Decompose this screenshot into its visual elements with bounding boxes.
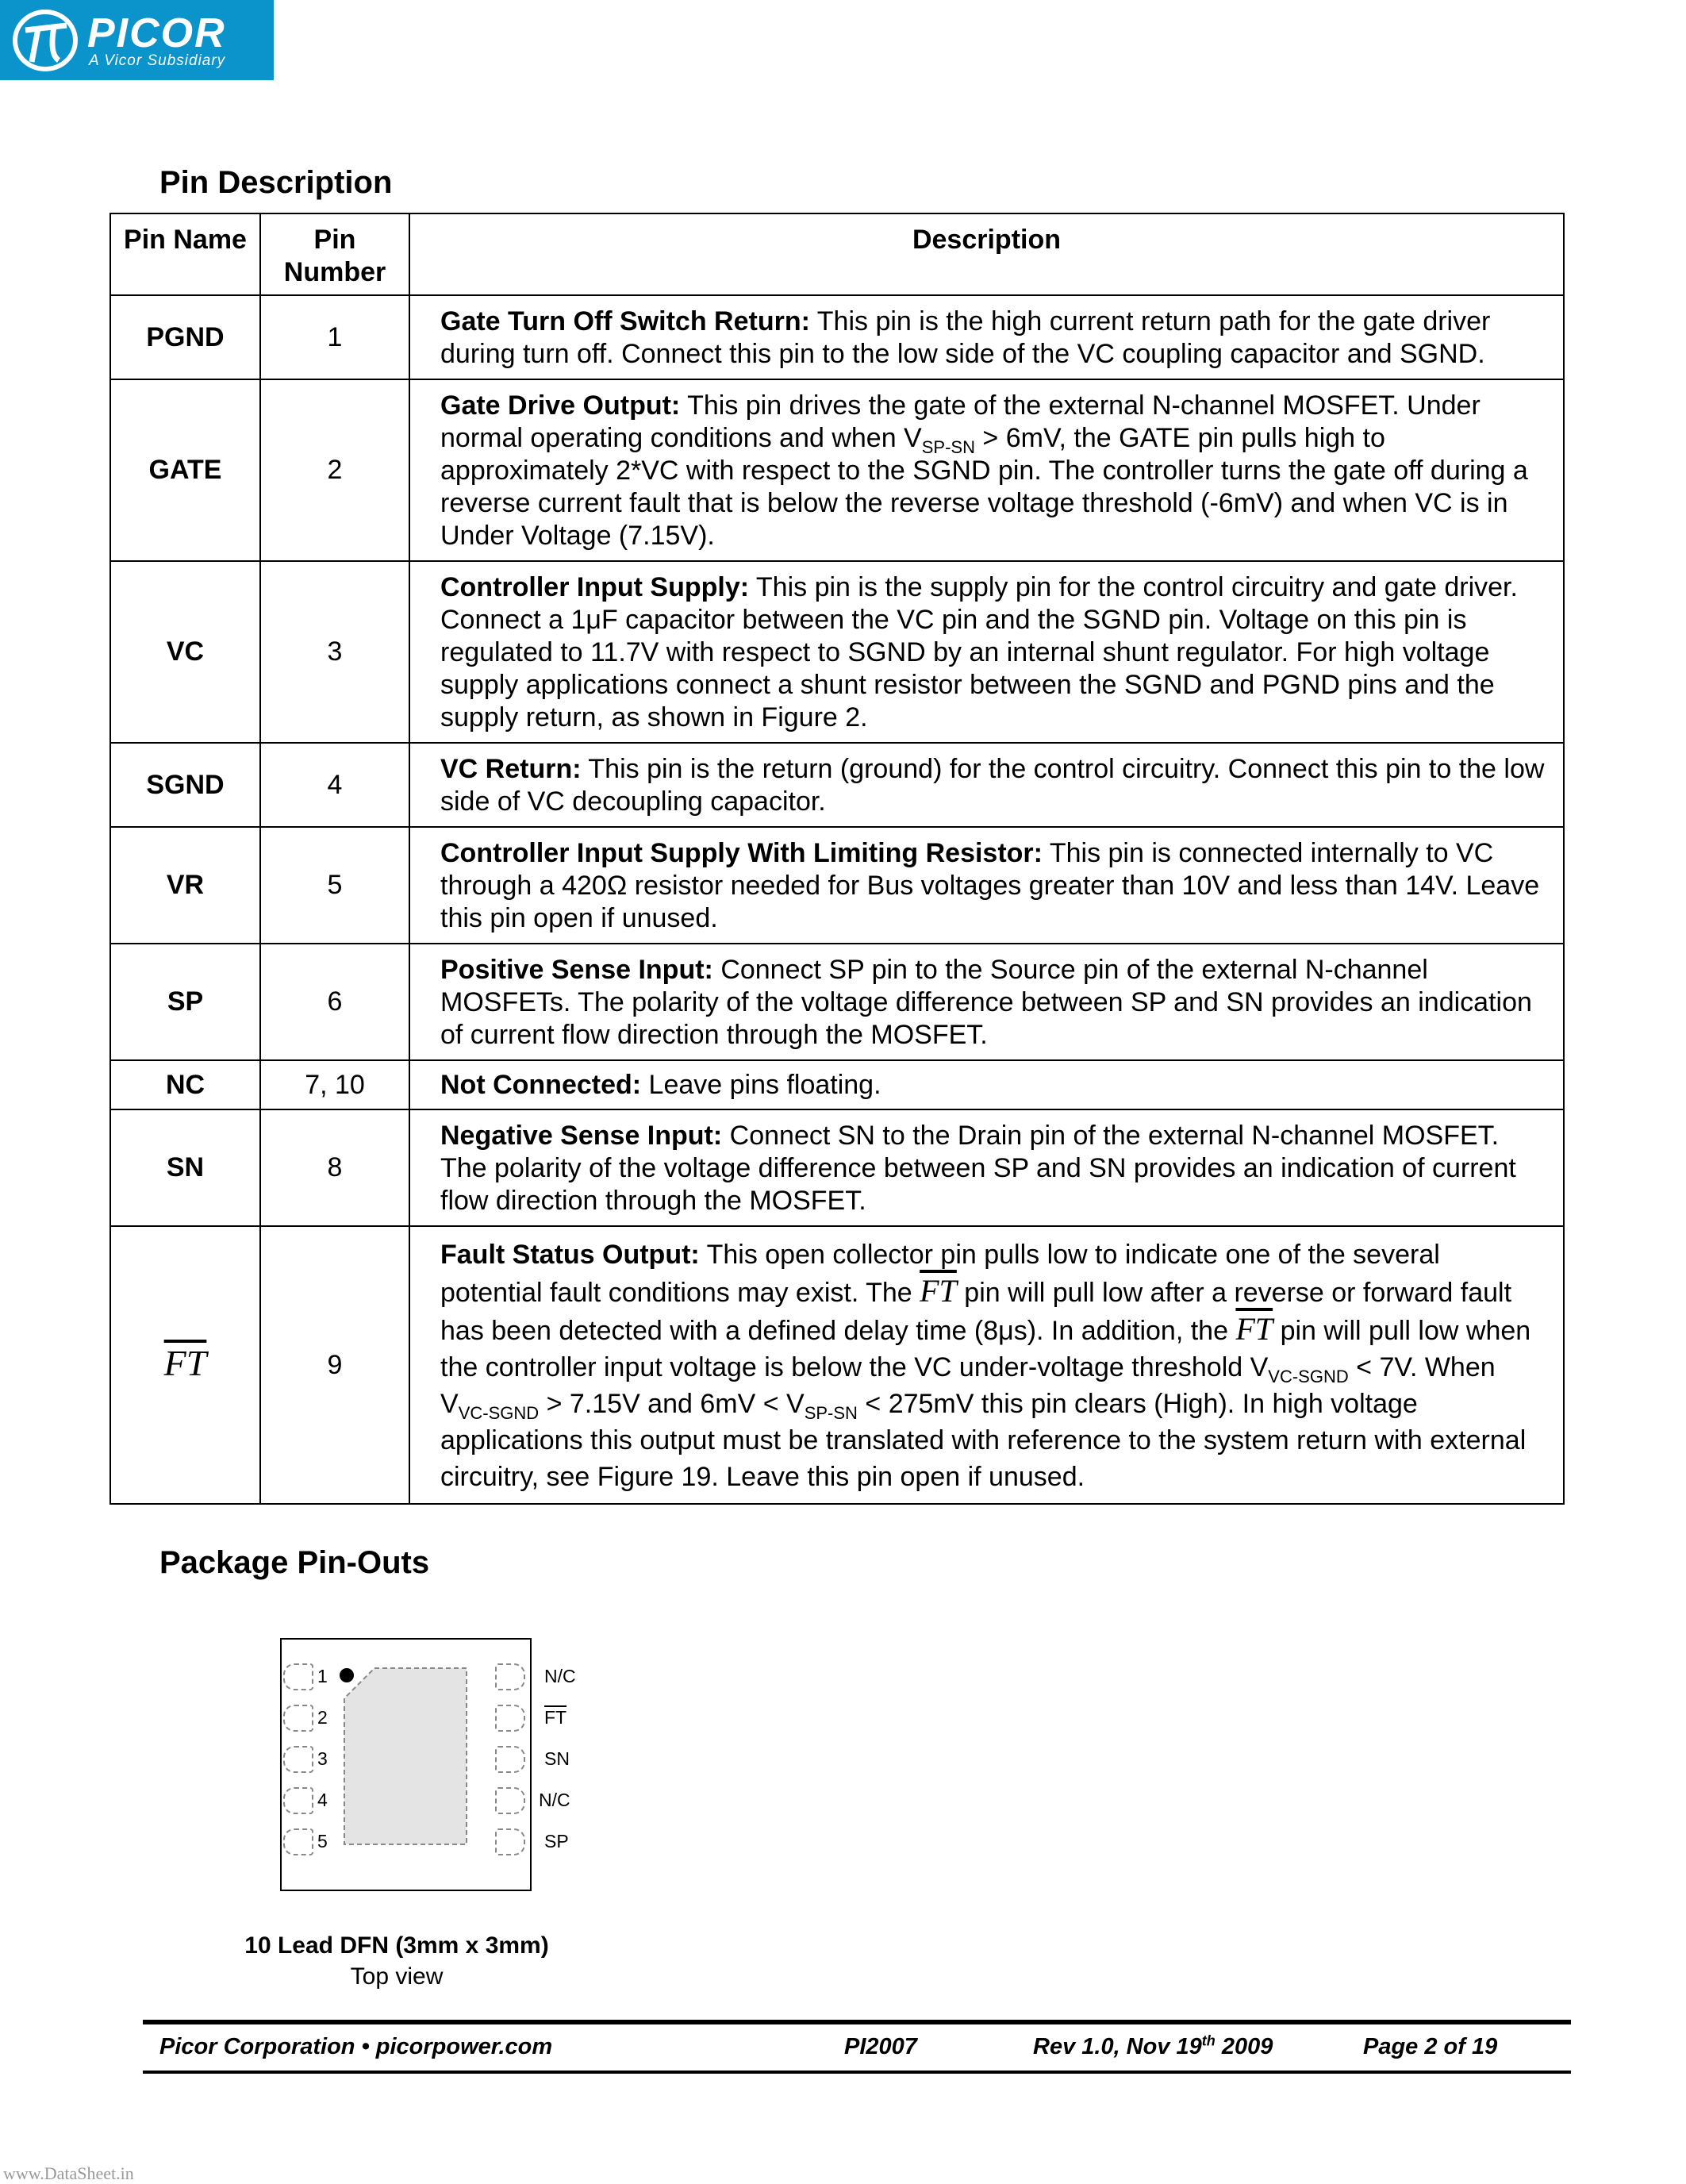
- pin-name: NC: [110, 1060, 260, 1109]
- left-pin-number: 2: [317, 1707, 328, 1728]
- table-row: [110, 1060, 1564, 1109]
- right-pin-label: N/C: [539, 1790, 570, 1810]
- left-pin-number: 3: [317, 1748, 328, 1769]
- right-pin-label: SN: [544, 1748, 570, 1769]
- package-caption: 10 Lead DFN (3mm x 3mm): [244, 1932, 549, 1959]
- logo-tagline: A Vicor Subsidiary: [89, 52, 226, 69]
- pin-description-table: [109, 213, 1565, 1505]
- pad-pin-5: [283, 1828, 313, 1855]
- pad-pin-10: [495, 1663, 525, 1690]
- pin-description-title: Pin Description: [159, 165, 393, 200]
- pin-desc: VC Return: This pin is the return (ground) for the control circuitry. Connect this pin to the low side of VC decoupling capacitor.: [409, 743, 1564, 827]
- pin-desc: Negative Sense Input: Connect SN to the Drain pin of the external N-channel MOSFET. The polarity of the voltage difference between SP and SN provides an indication of current flow direction through the MOSFET.: [409, 1109, 1564, 1226]
- left-pin-number: 1: [317, 1666, 328, 1686]
- pin-desc: Fault Status Output: This open collector pin pulls low to indicate one of the several potential fault conditions may exist. The $\overline{FT}$ pin will pull low after a reverse or forward fault has been detected with a defined delay time (8μs). In addition, the $\overline{FT}$ pin will pull low when the controller input voltage is below the VC under-voltage threshold $V_{VC-SGND} < 7V$. When $V_{VC-SGND} > 7.15V$ and $6mV < V_{SP-SN} < 275mV$ this pin clears (High). In high voltage applications this output must be translated with reference to the system return with external circuitry, see Figure 19. Leave this pin open if unused.: [409, 1226, 1564, 1504]
- right-pin-label: SP: [544, 1831, 569, 1851]
- table-row: [110, 743, 1564, 827]
- pin-desc: Gate Drive Output: This pin drives the gate of the external N-channel MOSFET. Under normal operating conditions and when $V_{SP-SN} > 6mV$, the GATE pin pulls high to approximately 2*VC with respect to the SGND pin. The controller turns the gate off during a reverse current fault that is below the reverse voltage threshold (-6mV) and when VC is in Under Voltage (7.15V).: [409, 379, 1564, 561]
- pin-number: 3: [260, 561, 409, 743]
- table-row: [110, 1109, 1564, 1226]
- pin-desc: Positive Sense Input: Connect SP pin to the Source pin of the external N-channel MOSFETs. The polarity of the voltage difference between SP and SN provides an indication of current flow direction through the MOSFET.: [409, 944, 1564, 1060]
- picor-logo: [0, 0, 274, 80]
- pin-number: 1: [260, 295, 409, 379]
- pin-desc: Controller Input Supply: This pin is the supply pin for the control circuitry and gate driver. Connect a 1μF capacitor between the VC pin and the SGND pin. Voltage on this pin is regulated to 11.7V with respect to SGND by an internal shunt regulator. For high voltage supply applications connect a shunt resistor between the SGND and PGND pins and the supply return, as shown in Figure 2.: [409, 561, 1564, 743]
- footer-company: Picor Corporation • picorpower.com: [159, 2034, 553, 2059]
- pad-pin-1: [283, 1663, 313, 1690]
- footer-page: Page 2 of 19: [1363, 2034, 1498, 2059]
- footer-part: PI2007: [844, 2034, 917, 2059]
- right-pin-label: $\overline{FT}$: [544, 1707, 567, 1728]
- pad-pin-6: [495, 1828, 525, 1855]
- pi-logo-icon: [10, 6, 81, 75]
- package-view: Top view: [350, 1963, 444, 1990]
- footer-bottom-rule: [143, 2071, 1571, 2074]
- left-pin-number: 5: [317, 1831, 328, 1851]
- pin-name: VR: [110, 827, 260, 944]
- left-pin-number: 4: [317, 1790, 328, 1810]
- pin1-dot: [340, 1668, 354, 1682]
- pin-number: 8: [260, 1109, 409, 1226]
- pad-pin-7: [495, 1787, 525, 1814]
- pin-name: GATE: [110, 379, 260, 561]
- pin-number: 6: [260, 944, 409, 1060]
- pad-pin-2: [283, 1705, 313, 1732]
- pin-number: 4: [260, 743, 409, 827]
- pin-name: $\overline{FT}$: [110, 1226, 260, 1504]
- pad-pin-8: [495, 1746, 525, 1773]
- watermark: www.DataSheet.in: [3, 2163, 134, 2183]
- table-row: [110, 827, 1564, 944]
- pin-number: 7, 10: [260, 1060, 409, 1109]
- right-pin-label: N/C: [544, 1666, 576, 1686]
- table-header-row: [110, 213, 1564, 295]
- logo-brand: PICOR: [87, 10, 226, 56]
- pin-desc: Gate Turn Off Switch Return: This pin is the high current return path for the gate driver during turn off. Connect this pin to the low side of the VC coupling capacitor and SGND.: [409, 295, 1564, 379]
- pin-desc: Not Connected: Leave pins floating.: [409, 1060, 1564, 1109]
- pin-name: VC: [110, 561, 260, 743]
- footer-revision: Rev 1.0, Nov 19th 2009: [1033, 2032, 1273, 2059]
- exposed-pad: [341, 1665, 470, 1848]
- pin-desc: Controller Input Supply With Limiting Resistor: This pin is connected internally to VC through a 420Ω resistor needed for Bus voltages greater than 10V and less than 14V. Leave this pin open if unused.: [409, 827, 1564, 944]
- pin-name: SGND: [110, 743, 260, 827]
- table-row: [110, 1226, 1564, 1504]
- pad-pin-9: [495, 1705, 525, 1732]
- table-row: [110, 944, 1564, 1060]
- header-pin-name: Pin Name: [110, 213, 260, 295]
- table-row: [110, 295, 1564, 379]
- pad-pin-4: [283, 1787, 313, 1814]
- header-description: Description: [409, 213, 1564, 295]
- pin-name: PGND: [110, 295, 260, 379]
- table-row: [110, 561, 1564, 743]
- pin-number: 5: [260, 827, 409, 944]
- table-row: [110, 379, 1564, 561]
- pin-name: SN: [110, 1109, 260, 1226]
- pin-number: 9: [260, 1226, 409, 1504]
- footer-top-rule: [143, 2020, 1571, 2024]
- pin-number: 2: [260, 379, 409, 561]
- pad-pin-3: [283, 1746, 313, 1773]
- header-pin-number: Pin Number: [260, 213, 409, 295]
- pin-name: SP: [110, 944, 260, 1060]
- package-pinouts-title: Package Pin-Outs: [159, 1545, 430, 1580]
